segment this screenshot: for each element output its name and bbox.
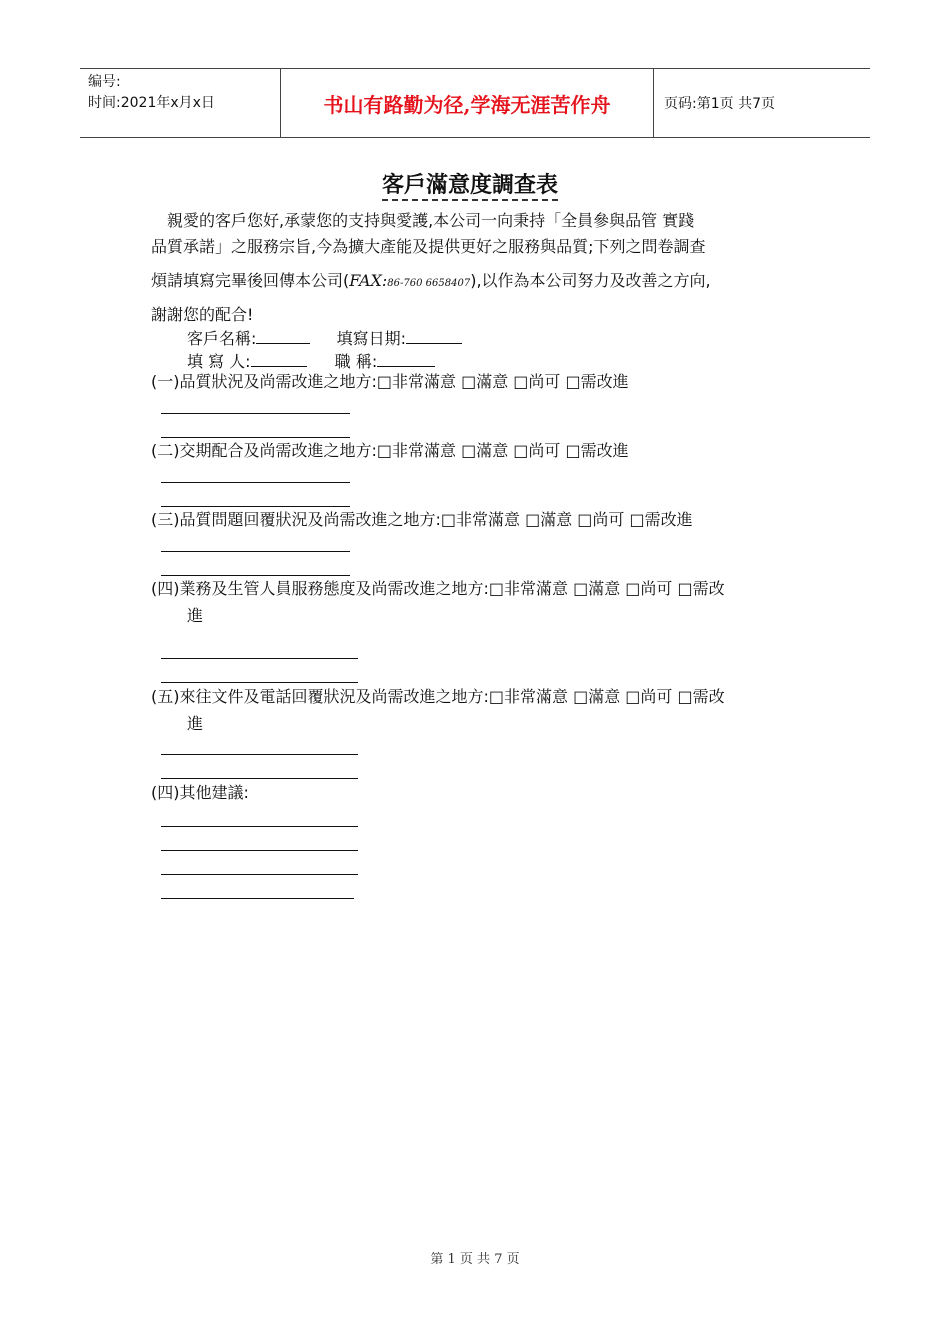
question-2: (二)交期配合及尚需改進之地方:□非常滿意 □滿意 □尚可 □需改進: [151, 441, 629, 460]
job-title-label: 職 稱:: [334, 352, 378, 371]
question-other-suggestions: (四)其他建議:: [151, 783, 249, 802]
fill-date-field[interactable]: [406, 329, 462, 344]
question-4-continued: 進: [187, 606, 204, 625]
answer-line[interactable]: [161, 850, 358, 851]
header-page-info: 页码:第1页 共7页: [664, 96, 775, 112]
filler-label: 填 寫 人:: [187, 352, 251, 371]
answer-line[interactable]: [161, 437, 350, 438]
answer-line[interactable]: [161, 682, 358, 683]
question-5: (五)來往文件及電話回覆狀況及尚需改進之地方:□非常滿意 □滿意 □尚可 □需改: [151, 687, 725, 706]
answer-line[interactable]: [161, 826, 358, 827]
filler-field[interactable]: [251, 352, 307, 367]
question-4: (四)業務及生管人員服務態度及尚需改進之地方:□非常滿意 □滿意 □尚可 □需改: [151, 579, 725, 598]
number-label: 编号:: [88, 74, 121, 90]
form-row-2: [187, 349, 435, 372]
answer-line[interactable]: [161, 778, 358, 779]
document-title: 客戶滿意度調查表: [0, 168, 940, 199]
intro-line-2: 品質承諾」之服務宗旨,今為擴大產能及提供更好之服務與品質;下列之問卷調查: [151, 237, 706, 256]
customer-name-label: 客戶名稱:: [187, 329, 257, 348]
fax-number: 86-760 6658407: [387, 278, 471, 289]
fax-label: FAX:: [349, 271, 388, 290]
answer-line[interactable]: [161, 575, 350, 576]
header-meta: [80, 69, 281, 137]
answer-line[interactable]: [161, 754, 358, 755]
job-title-field[interactable]: [377, 352, 435, 367]
customer-name-field[interactable]: [256, 329, 310, 344]
time-label: 时间:2021年x月x日: [88, 95, 215, 111]
fill-date-label: 填寫日期:: [336, 329, 406, 348]
answer-line[interactable]: [161, 551, 350, 552]
page-header: [80, 68, 870, 138]
answer-line[interactable]: [161, 874, 358, 875]
answer-line[interactable]: [161, 413, 350, 414]
question-1: (一)品質狀況及尚需改進之地方:□非常滿意 □滿意 □尚可 □需改進: [151, 372, 629, 391]
page-footer: 第 1 页 共 7 页: [430, 1252, 520, 1267]
intro-line-4: 謝謝您的配合!: [151, 305, 254, 324]
question-5-continued: 進: [187, 714, 204, 733]
intro-line-3: 煩請填寫完畢後回傳本公司(FAX:86-760 6658407),以作為本公司努力及改善之方向,: [151, 271, 711, 290]
header-motto: 书山有路勤为径,学海无涯苦作舟: [281, 69, 654, 137]
intro-line-1: 親愛的客戶您好,承蒙您的支持與愛護,本公司一向秉持「全員參與品管 實踐: [167, 211, 695, 230]
form-row-1: [187, 326, 462, 349]
answer-line[interactable]: [161, 658, 358, 659]
question-3: (三)品質問題回覆狀況及尚需改進之地方:□非常滿意 □滿意 □尚可 □需改進: [151, 510, 693, 529]
answer-line[interactable]: [161, 482, 350, 483]
answer-line[interactable]: [161, 506, 350, 507]
answer-line[interactable]: [161, 898, 354, 899]
